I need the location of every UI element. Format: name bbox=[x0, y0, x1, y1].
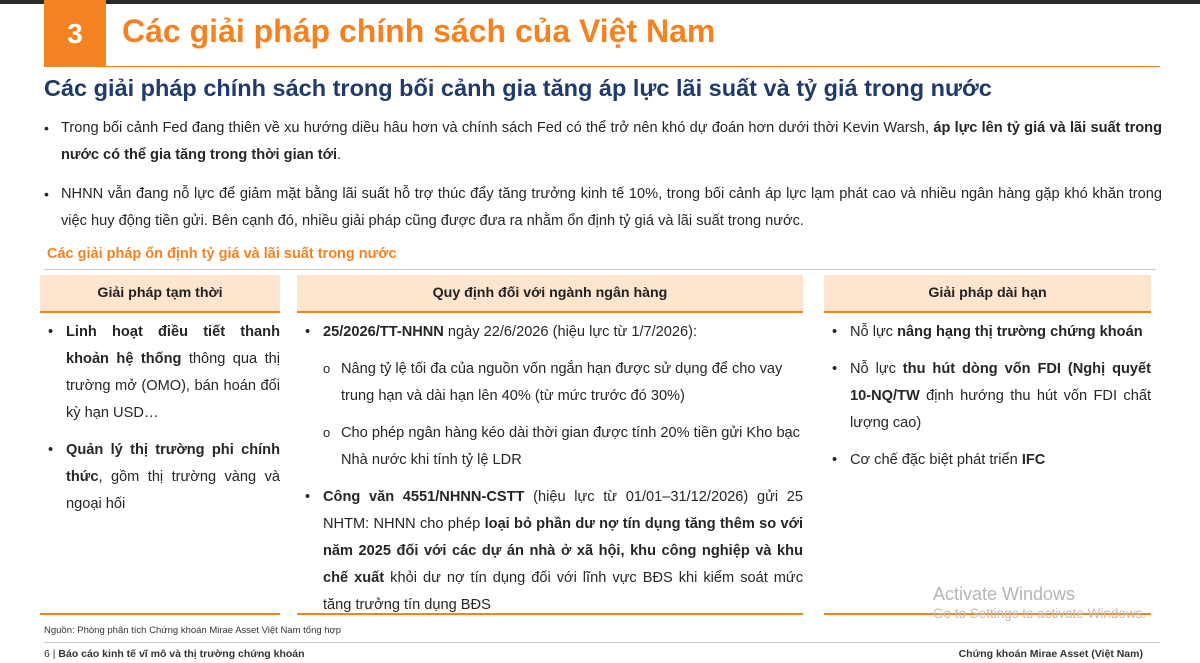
column-banking-regulations bbox=[297, 275, 803, 629]
intro-bullet-1-text: Trong bối cảnh Fed đang thiên về xu hướng diều hâu hơn và chính sách Fed có thể trở nên khó dự đoán hơn dưới thời Kevin Warsh, bbox=[61, 120, 934, 136]
intro-bullet-1-tail: . bbox=[337, 147, 342, 163]
banking-item-2-bold2: loại bỏ phần dư nợ tín dụng tăng thêm so với năm 2025 đối với các dự án nhà ở xã hội, khu công nghiệp và khu chế xuất bbox=[323, 516, 803, 586]
column-long-term-solutions bbox=[824, 275, 1151, 484]
long-term-item-3-pre: Cơ chế đặc biệt phát triển bbox=[850, 452, 1022, 468]
column-left-bottom-rule bbox=[40, 613, 280, 615]
banking-item-2 bbox=[297, 484, 803, 619]
banking-item-2-bold: Công văn 4551/NHNN-CSTT bbox=[323, 489, 525, 505]
long-term-item-3-bold: IFC bbox=[1021, 452, 1046, 468]
banking-item-2-tail: khỏi dư nợ tín dụng đối với lĩnh vực BĐS khi kiểm soát mức tăng trưởng tín dụng BĐS bbox=[323, 570, 804, 613]
column-middle-bottom-rule bbox=[297, 613, 803, 615]
long-term-item-2-pre: Nỗ lực bbox=[850, 361, 903, 377]
long-term-item-2-text: định hướng thu hút vốn FDI chất lượng cao) bbox=[850, 388, 1151, 431]
footer-divider bbox=[44, 642, 1160, 643]
activate-windows-hint: Go to Settings to activate Windows. bbox=[933, 606, 1147, 621]
section-title: Các giải pháp chính sách của Việt Nam bbox=[122, 13, 716, 49]
intro-bullet-1 bbox=[44, 115, 1162, 169]
temporary-item-2-text: , gồm thị trường vàng và ngoại hối bbox=[66, 469, 280, 512]
temporary-item-2-bold: Quản lý thị trường phi chính thức bbox=[66, 442, 280, 485]
intro-bullet-1-bold: áp lực lên tỷ giá và lãi suất trong nước có thể gia tăng trong thời gian tới bbox=[61, 120, 1162, 163]
activate-windows-watermark: Activate Windows bbox=[933, 584, 1076, 604]
column-temporary-solutions bbox=[40, 275, 280, 528]
long-term-item-1-bold: nâng hạng thị trường chứng khoán bbox=[897, 324, 1143, 340]
long-term-item-2 bbox=[824, 356, 1151, 437]
column-header-long-term: Giải pháp dài hạn bbox=[824, 275, 1151, 313]
temporary-item-2 bbox=[40, 437, 280, 518]
banking-item-1 bbox=[297, 319, 803, 346]
page-subtitle: Các giải pháp chính sách trong bối cảnh gia tăng áp lực lãi suất và tỷ giá trong nước bbox=[44, 75, 992, 101]
page-number: 6 bbox=[44, 648, 50, 660]
banking-item-1-text: ngày 22/6/2026 (hiệu lực từ 1/7/2026): bbox=[443, 324, 698, 340]
long-term-item-3 bbox=[824, 447, 1151, 474]
footer-separator: | bbox=[52, 648, 56, 660]
temporary-item-1-text: thông qua thị trường mở (OMO), bán hoán đổi kỳ hạn USD… bbox=[66, 351, 280, 421]
table-title: Các giải pháp ổn định tỷ giá và lãi suất trong nước bbox=[47, 246, 397, 262]
column-header-banking: Quy định đối với ngành ngân hàng bbox=[297, 275, 803, 313]
long-term-item-2-bold: thu hút dòng vốn FDI (Nghị quyết 10-NQ/TW bbox=[850, 361, 1151, 404]
top-bar bbox=[0, 0, 1200, 4]
section-number-badge: 3 bbox=[44, 0, 106, 67]
long-term-item-1-pre: Nỗ lực bbox=[850, 324, 898, 340]
intro-bullet-2 bbox=[44, 181, 1162, 235]
section-divider bbox=[44, 66, 1160, 67]
temporary-item-1-bold: Linh hoạt điều tiết thanh khoản hệ thống bbox=[66, 324, 280, 367]
source-note: Nguồn: Phòng phân tích Chứng khoán Mirae Asset Việt Nam tổng hợp bbox=[44, 625, 342, 636]
footer-left bbox=[44, 648, 305, 660]
intro-bullets bbox=[44, 115, 1162, 247]
column-header-temporary: Giải pháp tạm thời bbox=[40, 275, 280, 313]
banking-subitem-2: o Cho phép ngân hàng kéo dài thời gian được tính 20% tiền gửi Kho bạc Nhà nước khi tính tỷ lệ LDR bbox=[297, 420, 803, 474]
banking-item-2-text: (hiệu lực từ 01/01–31/12/2026) gửi 25 NHTM: NHNN cho phép bbox=[323, 489, 803, 532]
report-name: Báo cáo kinh tế vĩ mô và thị trường chứng khoán bbox=[58, 648, 305, 660]
banking-item-1-bold: 25/2026/TT-NHNN bbox=[323, 324, 444, 340]
table-title-divider bbox=[44, 269, 1156, 270]
long-term-item-1 bbox=[824, 319, 1151, 346]
banking-subitem-1: o Nâng tỷ lệ tối đa của nguồn vốn ngắn hạn được sử dụng để cho vay trung hạn và dài hạn lên 40% (từ mức trước đó 30%) bbox=[297, 356, 803, 410]
temporary-item-1 bbox=[40, 319, 280, 427]
company-name: Chứng khoán Mirae Asset (Việt Nam) bbox=[958, 648, 1143, 660]
intro-bullet-2-text: NHNN vẫn đang nỗ lực để giảm mặt bằng lãi suất hỗ trợ thúc đẩy tăng trưởng kinh tế 10%, trong bối cảnh áp lực lạm phát cao và nhiều ngân hàng gặp khó khăn trong việc huy động tiền gửi. Bên cạnh đó, nhiều giải pháp cũng được đưa ra nhằm ổn định tỷ giá và lãi suất trong nước. bbox=[61, 186, 1162, 229]
